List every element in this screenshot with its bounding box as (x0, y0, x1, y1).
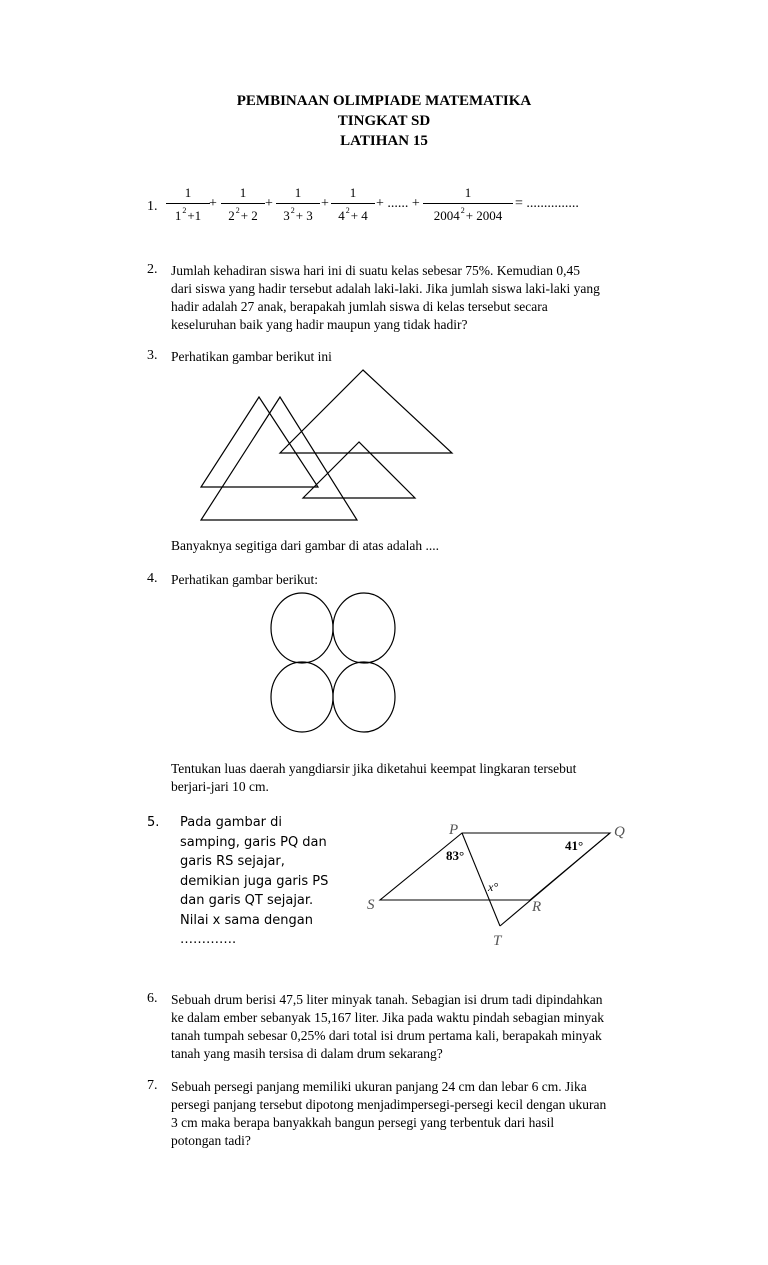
q1-numerator: 1 (184, 185, 192, 200)
q1-denominator: $4^2+ 4$ (338, 206, 368, 223)
q7-text: Sebuah persegi panjang memiliki ukuran panjang 24 cm dan lebar 6 cm. Jika persegi panjang tersebut dipotong menjadimpersegi-persegi kecil dengan ukuran 3 cm maka berapa banyakkah bangun persegi yang terbentuk dari hasil potongan tadi? (171, 1079, 607, 1148)
q1-numerator: 1 (349, 185, 357, 200)
plus-sign: + (265, 196, 273, 211)
q5-text: Pada gambar di samping, garis PQ dan garis RS sejajar, demikian juga garis PS dan garis QT sejajar. Nilai x sama dengan …………. (180, 815, 329, 947)
q1-numerator: 1 (239, 185, 247, 200)
document-subtitle: TINGKAT SD (337, 113, 431, 129)
q1-number: 1. (147, 199, 158, 214)
plus-sign: + (321, 196, 329, 211)
exercise-number: LATIHAN 15 (340, 133, 428, 149)
q2-text: Jumlah kehadiran siswa hari ini di suatu kelas sebesar 75%. Kemudian 0,45 dari siswa yang hadir tersebut adalah laki-laki. Jika jumlah siswa laki-laki yang hadir adalah 27 anak, berapakah jumlah siswa di kelas tersebut secara keseluruhan baik yang hadir maupun yang tidak hadir? (171, 263, 600, 332)
label-p: P (449, 822, 459, 838)
q7-number: 7. (147, 1078, 158, 1093)
q1-numerator: 1 (464, 185, 472, 200)
q6-number: 6. (147, 991, 158, 1006)
q1-denominator: $3^2+ 3$ (283, 206, 313, 223)
q4-prompt: Perhatikan gambar berikut: (171, 572, 318, 587)
q2-number: 2. (147, 262, 158, 277)
label-r: R (532, 899, 542, 915)
q3-question: Banyaknya segitiga dari gambar di atas adalah .... (171, 538, 440, 553)
ellipsis-plus: + ...... + (376, 196, 420, 211)
q4-number: 4. (147, 571, 158, 586)
segment-qt (500, 833, 610, 926)
q5-number: 5. (147, 815, 160, 830)
q3-prompt: Perhatikan gambar berikut ini (171, 349, 332, 364)
angle-q: 41° (565, 838, 584, 853)
q1-denominator: $2^2+ 2$ (228, 206, 258, 223)
q4-text: Tentukan luas daerah yangdiarsir jika diketahui keempat lingkaran tersebut berjari-jari 10 cm. (171, 761, 577, 794)
label-q: Q (614, 824, 625, 840)
label-t: T (493, 933, 502, 949)
q6-text: Sebuah drum berisi 47,5 liter minyak tanah. Sebagian isi drum tadi dipindahkan ke dalam ember sebanyak 15,167 liter. Jika pada waktu pindah sebagian minyak tanah tumpah sebesar 0,25% dari total isi drum pertama kali, berapakah minyak tanah yang masih tersisa di dalam drum sekarang? (171, 992, 604, 1061)
q1-denominator: $2004^2+ 2004$ (433, 206, 503, 223)
q1-numerator: 1 (294, 185, 302, 200)
q1-answer-blank: = ............... (515, 196, 579, 211)
angle-p: 83° (446, 848, 465, 863)
q1-denominator: $1^2+1$ (174, 206, 202, 223)
angle-x: x° (488, 880, 499, 894)
q3-number: 3. (147, 348, 158, 363)
document-title: PEMBINAAN OLIMPIADE MATEMATIKA (236, 93, 532, 109)
plus-sign: + (209, 196, 217, 211)
label-s: S (367, 897, 375, 913)
